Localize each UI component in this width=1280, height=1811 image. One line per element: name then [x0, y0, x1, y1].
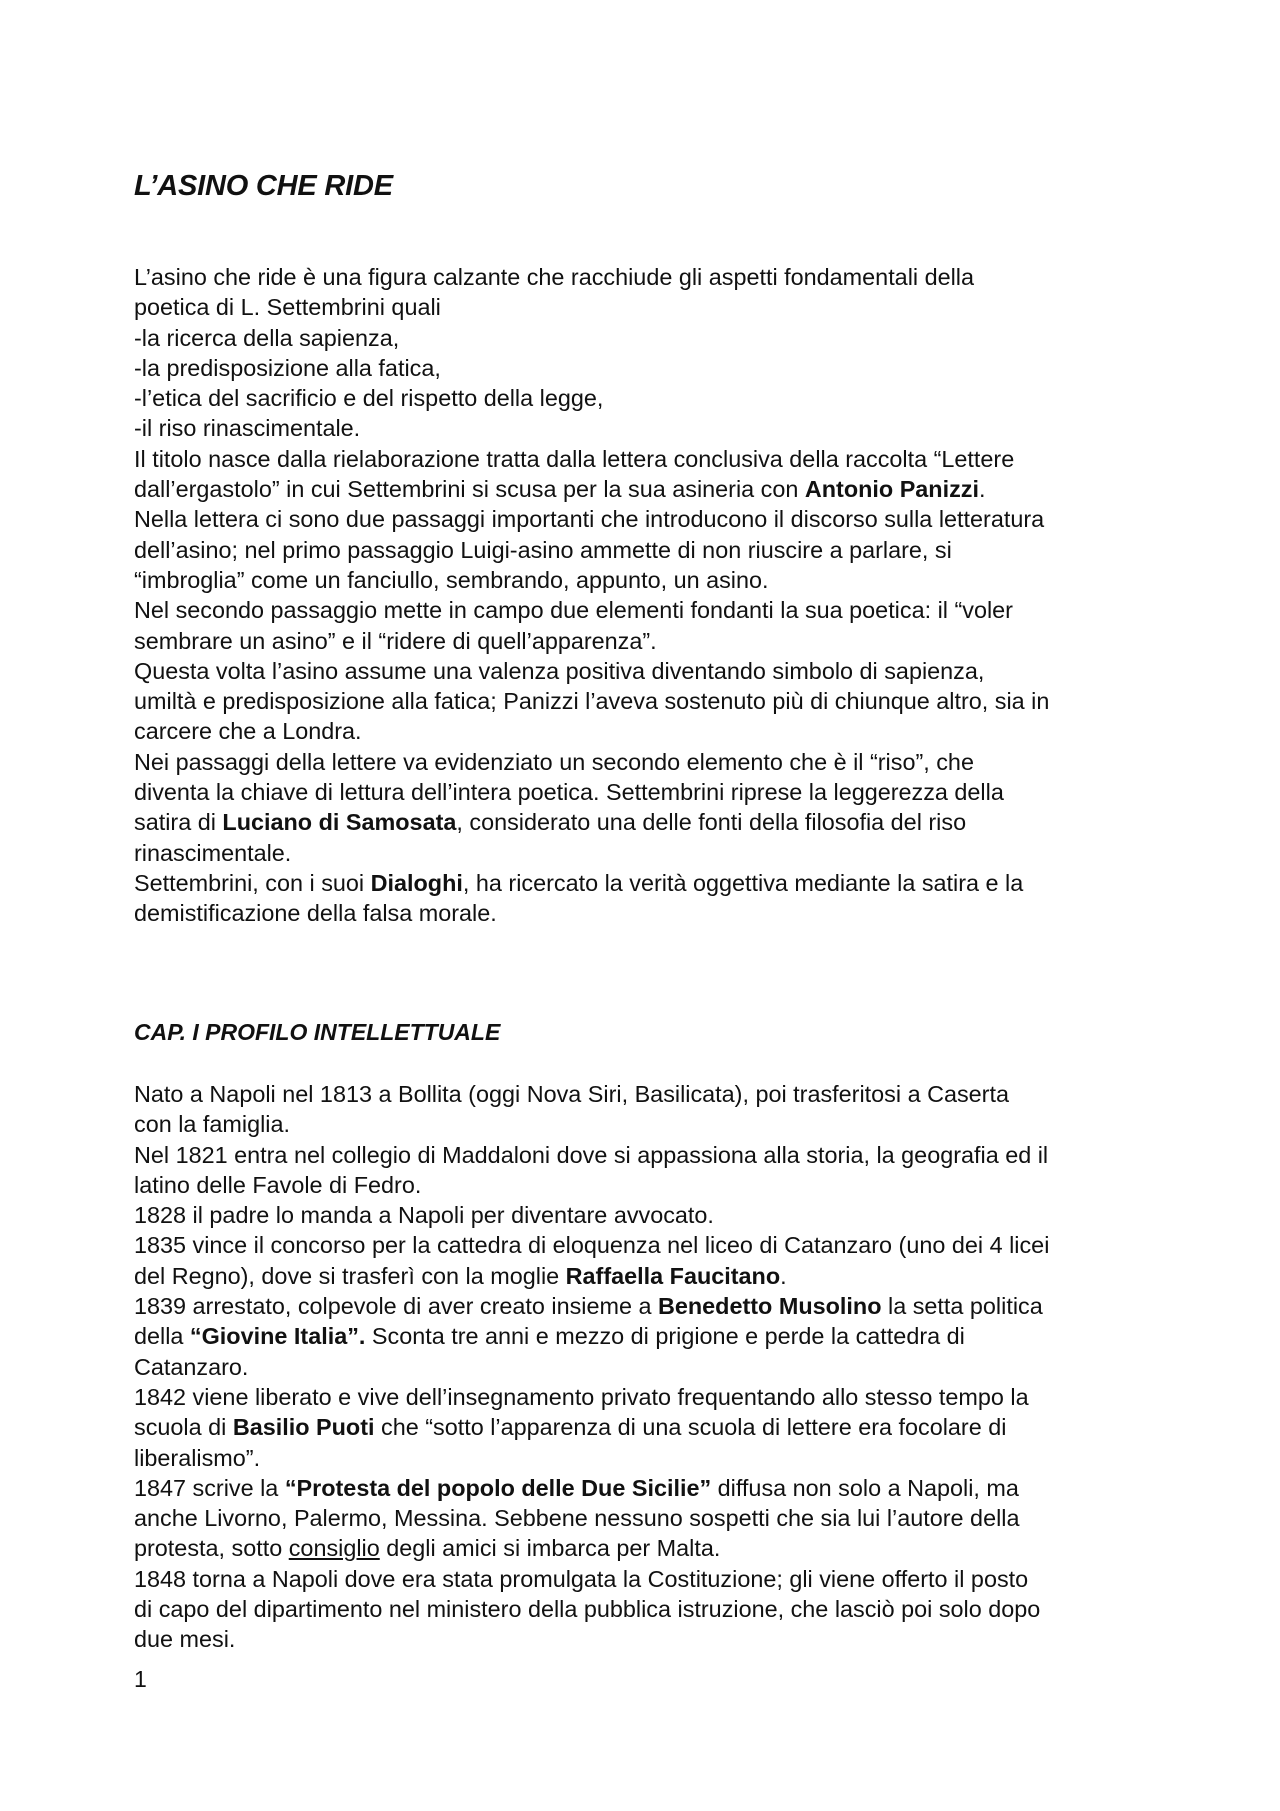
chapter-line: protesta, sotto consiglio degli amici si imbarca per Malta.: [134, 1535, 721, 1562]
chapter-line: con la famiglia.: [134, 1111, 291, 1138]
chapter-line: 1848 torna a Napoli dove era stata promulgata la Costituzione; gli viene offerto il posto: [134, 1565, 1029, 1592]
intro-line: rinascimentale.: [134, 839, 292, 866]
intro-line: Il titolo nasce dalla rielaborazione tratta dalla lettera conclusiva della raccolta “Lettere: [134, 445, 1015, 472]
chapter-line: 1839 arrestato, colpevole di aver creato insieme a Benedetto Musolino la setta politica: [134, 1293, 1043, 1320]
bold-name: Dialoghi: [370, 869, 463, 896]
chapter-line: 1842 viene liberato e vive dell’insegnamento privato frequentando allo stesso tempo la: [134, 1383, 1029, 1410]
chapter-line: 1835 vince il concorso per la cattedra di eloquenza nel liceo di Catanzaro (uno dei 4 licei: [134, 1232, 1050, 1259]
bold-name: “Giovine Italia”.: [189, 1323, 366, 1350]
intro-line: Nei passaggi della lettere va evidenziato un secondo elemento che è il “riso”, che: [134, 748, 974, 775]
intro-line: demistificazione della falsa morale.: [134, 900, 497, 927]
chapter-heading: CAP. I PROFILO INTELLETTUALE: [134, 1019, 501, 1045]
intro-line: sembrare un asino” e il “ridere di quell’apparenza”.: [134, 627, 657, 654]
chapter-line: Nato a Napoli nel 1813 a Bollita (oggi Nova Siri, Basilicata), poi trasferitosi a Caserta: [134, 1081, 1009, 1107]
chapter-line: anche Livorno, Palermo, Messina. Sebbene nessuno sospetti che sia lui l’autore della: [134, 1505, 1020, 1532]
intro-line: Nella lettera ci sono due passaggi importanti che introducono il discorso sulla letteratura: [134, 506, 1045, 533]
chapter-line: della “Giovine Italia”. Sconta tre anni e mezzo di prigione e perde la cattedra di: [134, 1323, 965, 1350]
chapter-line: del Regno), dove si trasferì con la moglie Raffaella Faucitano.: [134, 1262, 787, 1289]
intro-line: carcere che a Londra.: [134, 718, 362, 745]
chapter-line: di capo del dipartimento nel ministero della pubblica istruzione, che lasciò poi solo dopo: [134, 1596, 1041, 1623]
intro-line: umiltà e predisposizione alla fatica; Panizzi l’aveva sostenuto più di chiunque altro, sia in: [134, 688, 1050, 715]
bold-name: “Protesta del popolo delle Due Sicilie”: [284, 1474, 712, 1501]
bold-name: Raffaella Faucitano: [565, 1262, 781, 1289]
intro-line: poetica di L. Settembrini quali: [134, 294, 441, 321]
chapter-line: scuola di Basilio Puoti che “sotto l’apparenza di una scuola di lettere era focolare di: [134, 1414, 1007, 1441]
chapter-line: Nel 1821 entra nel collegio di Maddaloni dove si appassiona alla storia, la geografia ed il: [134, 1141, 1049, 1168]
intro-line: satira di Luciano di Samosata, considerato una delle fonti della filosofia del riso: [134, 809, 967, 836]
intro-line: dall’ergastolo” in cui Settembrini si scusa per la sua asineria con Antonio Panizzi.: [134, 476, 986, 503]
list-item: -il riso rinascimentale.: [134, 415, 361, 442]
bold-name: Luciano di Samosata: [222, 809, 457, 836]
chapter-line: 1847 scrive la “Protesta del popolo delle Due Sicilie” diffusa non solo a Napoli, ma: [134, 1474, 1019, 1501]
chapter-line: due mesi.: [134, 1626, 236, 1653]
intro-line: Nel secondo passaggio mette in campo due elementi fondanti la sua poetica: il “voler: [134, 597, 1013, 624]
list-item: -la predisposizione alla fatica,: [134, 354, 441, 381]
underlined-word: consiglio: [288, 1535, 380, 1562]
intro-section: [134, 262, 1154, 929]
bold-name: Basilio Puoti: [232, 1414, 375, 1441]
intro-line: diventa la chiave di lettura dell’intera poetica. Settembrini riprese la leggerezza della: [134, 779, 1004, 806]
bold-name: Antonio Panizzi: [804, 476, 979, 503]
intro-line: Questa volta l’asino assume una valenza positiva diventando simbolo di sapienza,: [134, 657, 985, 684]
list-item: -l’etica del sacrificio e del rispetto della legge,: [134, 385, 604, 412]
bold-name: Benedetto Musolino: [657, 1293, 882, 1320]
intro-line: dell’asino; nel primo passaggio Luigi-asino ammette di non riuscire a parlare, si: [134, 536, 952, 563]
list-item: -la ricerca della sapienza,: [134, 324, 400, 351]
page-title: L’ASINO CHE RIDE: [134, 170, 393, 202]
chapter-line: 1828 il padre lo manda a Napoli per diventare avvocato.: [134, 1202, 714, 1229]
intro-line: L’asino che ride è una figura calzante che racchiude gli aspetti fondamentali della: [134, 264, 975, 290]
intro-line: Settembrini, con i suoi Dialoghi, ha ricercato la verità oggettiva mediante la satira e la: [134, 869, 1024, 896]
chapter-section: [134, 1079, 1154, 1655]
intro-line: “imbroglia” come un fanciullo, sembrando, appunto, un asino.: [134, 566, 769, 593]
page-number: 1: [134, 1666, 147, 1692]
chapter-line: latino delle Favole di Fedro.: [134, 1171, 422, 1198]
chapter-line: liberalismo”.: [134, 1444, 261, 1471]
chapter-line: Catanzaro.: [134, 1353, 249, 1380]
